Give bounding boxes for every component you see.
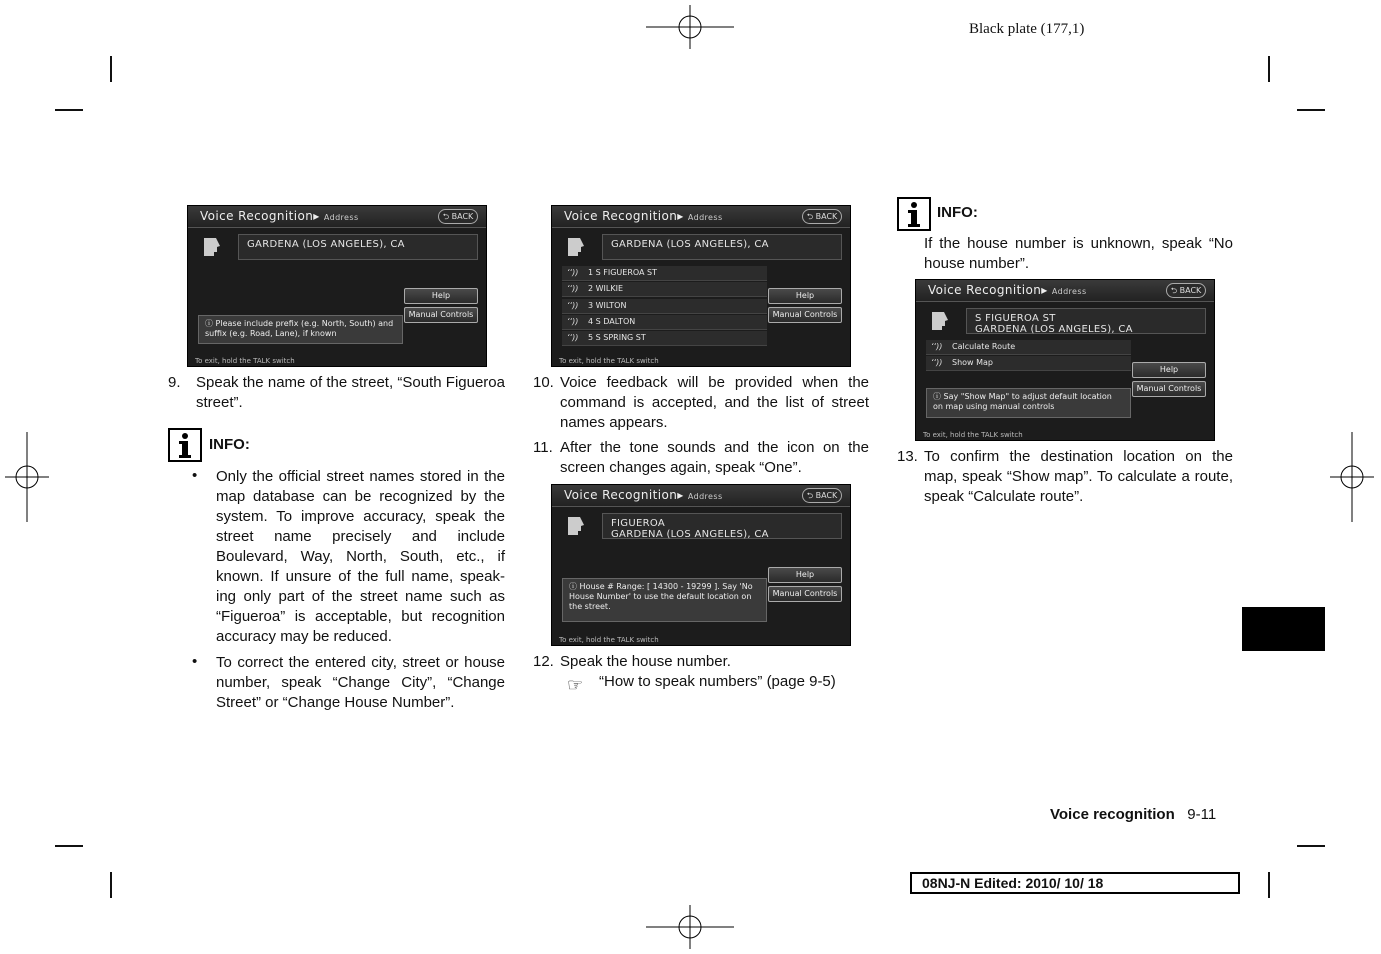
back-button[interactable]: ⮌ BACK <box>802 488 842 503</box>
crop-mark <box>55 845 83 847</box>
manual-controls-button[interactable]: Manual Controls <box>1132 381 1206 397</box>
info-icon: ⓘ <box>205 319 216 328</box>
address-field: FIGUEROA GARDENA (LOS ANGELES), CA <box>602 513 842 539</box>
registration-mark-icon <box>5 432 49 522</box>
list-item[interactable]: ‘‘)) Show Map <box>926 356 1131 371</box>
list-item[interactable]: ‘‘)) 5 S SPRING ST <box>562 331 767 346</box>
voice-head-icon <box>928 310 952 336</box>
voice-recognition-screen <box>551 484 851 646</box>
voice-recognition-screen <box>915 279 1215 441</box>
section-tab <box>1242 607 1325 651</box>
step-number: 12. <box>533 653 554 670</box>
address-field: GARDENA (LOS ANGELES), CA <box>602 234 842 260</box>
screen-footer: To exit, hold the TALK switch <box>195 357 295 365</box>
voice-head-icon <box>564 515 588 541</box>
bullet-icon: • <box>192 653 198 670</box>
voice-icon: ‘‘)) <box>567 284 579 294</box>
registration-mark-icon <box>646 905 734 949</box>
info-icon <box>168 428 202 462</box>
list-item[interactable]: ‘‘)) 4 S DALTON <box>562 315 767 330</box>
list-item[interactable]: ‘‘)) 3 WILTON <box>562 299 767 314</box>
screen-footer: To exit, hold the TALK switch <box>559 636 659 644</box>
section-footer: Voice recognition 9-11 <box>1050 806 1217 823</box>
screen-title: Voice Recognition▸ Address <box>564 488 723 502</box>
info-message: ⓘ Please include prefix (e.g. North, South) and suffix (e.g. Road, Lane), if known <box>198 315 403 344</box>
voice-icon: ‘‘)) <box>567 333 579 343</box>
address-field: S FIGUEROA ST GARDENA (LOS ANGELES), CA <box>966 308 1206 334</box>
registration-mark-icon <box>646 5 734 49</box>
back-button[interactable]: ⮌ BACK <box>438 209 478 224</box>
help-button[interactable]: Help <box>768 567 842 583</box>
crop-mark <box>1297 845 1325 847</box>
info-label: INFO: <box>209 436 250 453</box>
step-text: Voice feedback will be provided when the command is accepted, and the list of street names appears. <box>560 374 869 431</box>
voice-icon: ‘‘)) <box>567 268 579 277</box>
step-text: After the tone sounds and the icon on the screen changes again, speak “One”. <box>560 439 869 476</box>
list-item[interactable]: ‘‘)) 1 S FIGUEROA ST <box>562 266 767 281</box>
back-button[interactable]: ⮌ BACK <box>802 209 842 224</box>
help-button[interactable]: Help <box>768 288 842 304</box>
info-icon <box>897 197 931 231</box>
page-reference[interactable]: “How to speak numbers” (page 9-5) <box>599 673 836 690</box>
manual-controls-button[interactable]: Manual Controls <box>768 586 842 602</box>
info-message: ⓘ Say "Show Map" to adjust default location on map using manual controls <box>926 388 1131 418</box>
back-button[interactable]: ⮌ BACK <box>1166 283 1206 298</box>
info-icon: ⓘ <box>569 582 580 591</box>
edited-box: 08NJ-N Edited: 2010/ 10/ 18 <box>910 872 1240 894</box>
step-text: To confirm the destination location on the map, speak “Show map”. To calculate a route, speak “Calculate route”. <box>924 448 1233 505</box>
info-message: ⓘ House # Range: [ 14300 - 19299 ]. Say 'No House Number' to use the default location on the street. <box>562 578 767 622</box>
voice-icon: ‘‘)) <box>931 342 943 351</box>
pointing-hand-icon: ☞ <box>567 675 584 695</box>
crop-mark <box>1268 56 1270 82</box>
step-number: 13. <box>897 448 918 465</box>
voice-icon: ‘‘)) <box>567 300 579 310</box>
plate-label: Black plate (177,1) <box>969 21 1085 37</box>
info-text: If the house number is unknown, speak “No house number”. <box>924 235 1233 272</box>
bullet-icon: • <box>192 467 198 484</box>
voice-head-icon <box>564 236 588 262</box>
manual-controls-button[interactable]: Manual Controls <box>768 307 842 323</box>
street-list <box>562 266 767 347</box>
help-button[interactable]: Help <box>1132 362 1206 378</box>
list-item[interactable]: ‘‘)) Calculate Route <box>926 340 1131 355</box>
crop-mark <box>1268 872 1270 898</box>
voice-recognition-screen <box>187 205 487 367</box>
step-text: Speak the name of the street, “South Figueroa street”. <box>196 374 505 411</box>
command-list <box>926 340 1131 373</box>
address-field: GARDENA (LOS ANGELES), CA <box>238 234 478 260</box>
voice-head-icon <box>200 236 224 262</box>
voice-recognition-screen <box>551 205 851 367</box>
step-text: Speak the house number. <box>560 653 731 670</box>
step-number: 10. <box>533 374 554 391</box>
voice-icon: ‘‘)) <box>567 316 579 326</box>
registration-mark-icon <box>1330 432 1374 522</box>
screen-footer: To exit, hold the TALK switch <box>559 357 659 365</box>
crop-mark <box>55 109 83 111</box>
manual-controls-button[interactable]: Manual Controls <box>404 307 478 323</box>
screen-footer: To exit, hold the TALK switch <box>923 431 1023 439</box>
step-number: 9. <box>168 374 181 391</box>
screen-title: Voice Recognition▸ Address <box>564 209 723 223</box>
voice-icon: ‘‘)) <box>931 358 943 368</box>
screen-title: Voice Recognition▸ Address <box>200 209 359 223</box>
info-icon: ⓘ <box>933 392 944 401</box>
crop-mark <box>1297 109 1325 111</box>
step-number: 11. <box>533 439 553 456</box>
screen-title: Voice Recognition▸ Address <box>928 283 1087 297</box>
info-label: INFO: <box>937 204 978 221</box>
crop-mark <box>110 872 112 898</box>
crop-mark <box>110 56 112 82</box>
bullet-text: To correct the entered city, street or house number, speak “Change City”, “Change Street” or “Change House Number”. <box>216 654 505 711</box>
bullet-text: Only the official street names stored in the map database can be recognized by the system. To improve accuracy, speak the street name precisely and include Boulevard, Way, North, South, etc., if known. If unsure of the full name, speak-ing only part of the street name such as “Figueroa” is acceptable, but recognition accuracy may be reduced. <box>216 468 505 645</box>
help-button[interactable]: Help <box>404 288 478 304</box>
list-item[interactable]: ‘‘)) 2 WILKIE <box>562 282 767 297</box>
